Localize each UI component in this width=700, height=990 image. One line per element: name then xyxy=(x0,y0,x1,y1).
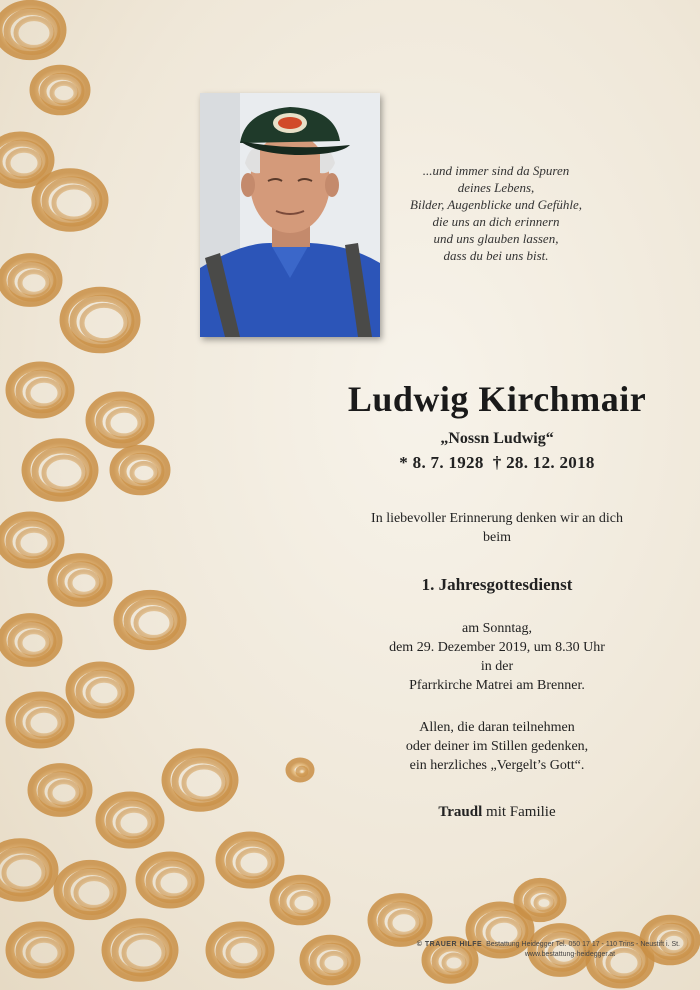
wood-shaving-curl xyxy=(20,272,48,294)
wood-shaving-curl xyxy=(44,457,84,489)
wood-shaving-curl xyxy=(238,850,270,876)
signature-suffix: mit Familie xyxy=(482,804,556,820)
wood-shaving-curl xyxy=(292,893,316,912)
footer-info: Bestattung Heidegger Tel. 050 17 17 - 110 Trins - Neustift i. St. xyxy=(486,941,680,948)
thanks-line: oder deiner im Stillen gedenken, xyxy=(405,739,589,754)
poem-line: dass du bei uns bist. xyxy=(443,248,549,263)
deceased-nickname: „Nossn Ludwig“ xyxy=(440,430,554,447)
poem-quote xyxy=(380,162,612,264)
wood-shaving-curl xyxy=(136,609,172,638)
wood-shaving-curl xyxy=(20,632,48,654)
trauerhilfe-logo: © TRAUER HILFE xyxy=(416,941,483,948)
intro-line: In liebevoller Erinnerung denken wir an dich xyxy=(371,511,623,526)
wood-shaving-curl xyxy=(8,150,40,176)
poem-line: ...und immer sind da Spuren xyxy=(422,163,570,178)
footer-url[interactable]: www.bestattung-heidegger.at xyxy=(524,951,616,958)
wood-shaving-curl xyxy=(88,680,120,706)
wood-shaving-curl xyxy=(82,305,126,340)
thanks-line: ein herzliches „Vergelt’s Gott“. xyxy=(409,758,585,773)
event-detail-line: Pfarrkirche Matrei am Brenner. xyxy=(409,678,585,693)
event-title: 1. Jahresgottesdienst xyxy=(421,575,573,594)
event-detail-line: in der xyxy=(480,659,514,674)
wood-shaving-curl xyxy=(28,710,60,736)
thanks-text xyxy=(330,718,664,775)
signature-name: Traudl xyxy=(438,804,483,820)
portrait-photo xyxy=(200,93,380,337)
wood-shaving-curl xyxy=(184,767,224,799)
poem-line: die uns an dich erinnern xyxy=(432,214,560,229)
wood-shaving-curl xyxy=(124,937,164,969)
wood-shaving-curl xyxy=(299,769,305,774)
wood-shaving-curl xyxy=(4,857,44,889)
life-dates: * 8. 7. 1928 † 28. 12. 2018 xyxy=(399,453,595,472)
poem-line: und uns glauben lassen, xyxy=(433,231,559,246)
poem-line: Bilder, Augenblicke und Gefühle, xyxy=(410,197,582,212)
wood-shaving-curl xyxy=(118,810,150,836)
wood-shaving-curl xyxy=(158,870,190,896)
wood-shaving-curl xyxy=(16,19,52,48)
signature xyxy=(330,804,664,821)
wood-shaving-curl xyxy=(132,463,156,482)
wood-shaving-curl xyxy=(28,940,60,966)
wood-shaving-curl xyxy=(54,187,94,219)
event-detail-line: am Sonntag, xyxy=(462,621,532,636)
wood-shaving-curl xyxy=(390,912,418,934)
wood-shaving-curl xyxy=(18,530,50,556)
thanks-line: Allen, die daran teilnehmen xyxy=(419,720,575,735)
wood-shaving-curl xyxy=(70,572,98,594)
wood-shaving-curl xyxy=(108,410,140,436)
event-details xyxy=(330,619,664,695)
event-detail-line: dem 29. Dezember 2019, um 8.30 Uhr xyxy=(389,640,605,655)
wood-shaving-curl xyxy=(228,940,260,966)
wood-shaving-curl xyxy=(28,380,60,406)
intro-text xyxy=(330,509,664,547)
poem-line: deines Lebens, xyxy=(457,180,535,195)
wood-shaving-curl xyxy=(50,782,78,804)
footer xyxy=(340,940,680,960)
wood-shaving-curl xyxy=(52,83,76,102)
intro-line: beim xyxy=(483,530,511,545)
wood-shaving-curl xyxy=(76,879,112,908)
deceased-name: Ludwig Kirchmair xyxy=(347,379,647,419)
wood-shaving-curl xyxy=(536,897,552,910)
